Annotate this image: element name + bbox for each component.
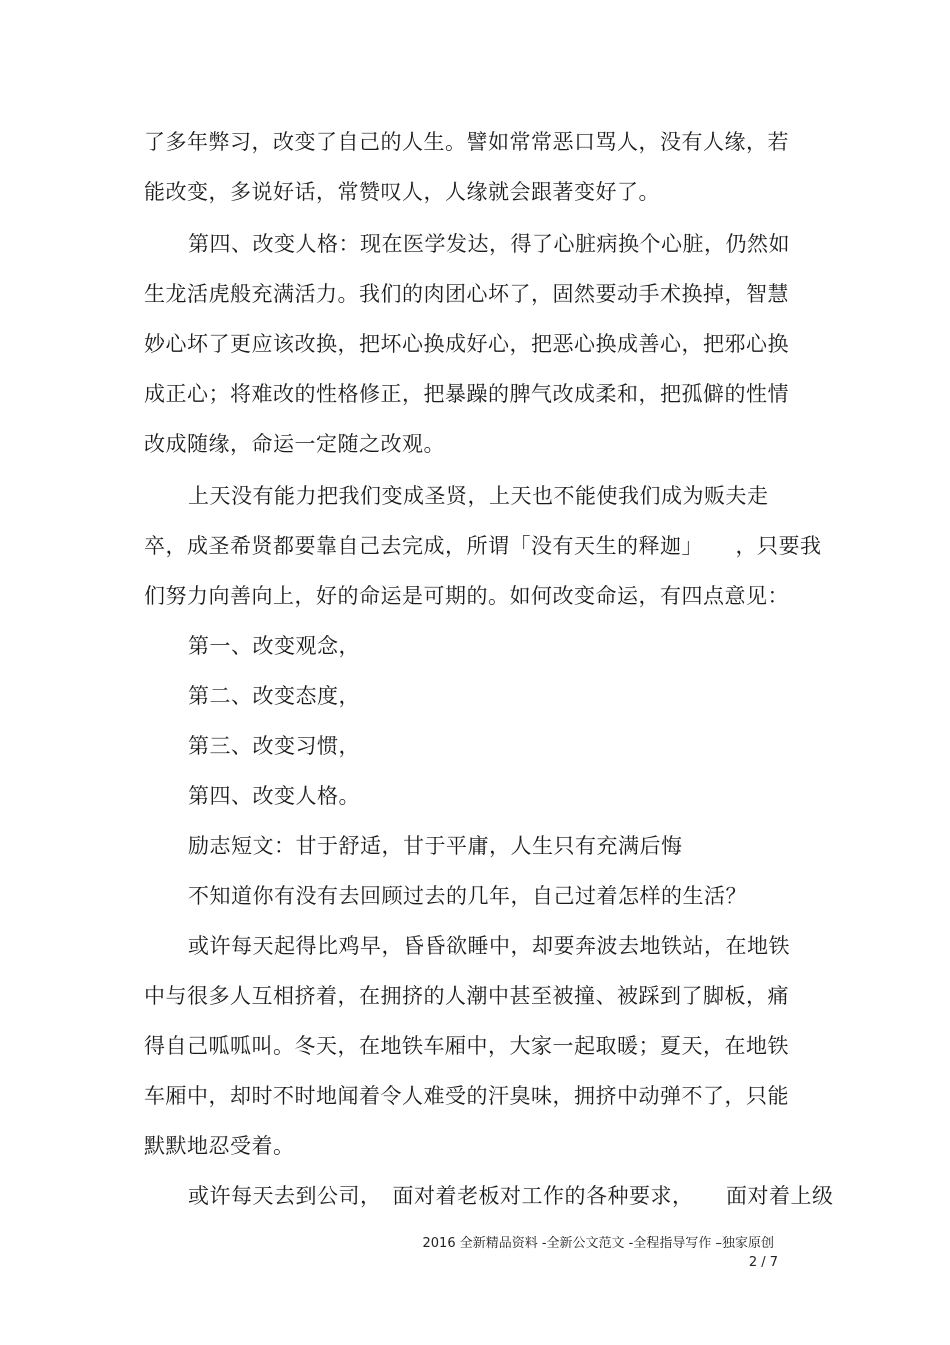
body-line: 第四、改变人格：现在医学发达，得了心脏病换个心脏，仍然如 (188, 232, 790, 256)
body-line: 了多年弊习，改变了自己的人生。譬如常常恶口骂人，没有人缘，若 (144, 130, 789, 154)
body-line: 卒，成圣希贤都要靠自己去完成，所谓「没有天生的释迦」 ，只要我 (144, 534, 822, 558)
footer-text: 2016 全新精品资料 -全新公文范文 -全程指导写作 –独家原创 (422, 1236, 774, 1251)
body-line: 上天没有能力把我们变成圣贤，上天也不能使我们成为贩夫走 (188, 484, 769, 508)
body-line: 们努力向善向上，好的命运是可期的。如何改变命运，有四点意见： (144, 584, 789, 608)
body-line: 不知道你有没有去回顾过去的几年，自己过着怎样的生活？ (188, 884, 747, 908)
body-line: 得自己呱呱叫。冬天，在地铁车厢中，大家一起取暖；夏天，在地铁 (144, 1034, 789, 1058)
body-line: 妙心坏了更应该改换，把坏心换成好心，把恶心换成善心，把邪心换 (144, 332, 789, 356)
body-line: 改成随缘，命运一定随之改观。 (144, 432, 445, 456)
body-line: 中与很多人互相挤着，在拥挤的人潮中甚至被撞、被踩到了脚板，痛 (144, 984, 789, 1008)
body-line: 第一、改变观念， (188, 634, 360, 658)
body-line: 车厢中，却时不时地闻着令人难受的汗臭味，拥挤中动弹不了，只能 (144, 1084, 789, 1108)
body-line: 成正心；将难改的性格修正，把暴躁的脾气改成柔和，把孤僻的性情 (144, 382, 789, 406)
body-line: 生龙活虎般充满活力。我们的肉团心坏了，固然要动手术换掉，智慧 (144, 282, 789, 306)
body-line: 第二、改变态度， (188, 684, 360, 708)
page-number: 2 / 7 (748, 1255, 778, 1270)
body-line: 能改变，多说好话，常赞叹人，人缘就会跟著变好了。 (144, 180, 660, 204)
body-line: 或许每天起得比鸡早，昏昏欲睡中，却要奔波去地铁站，在地铁 (188, 934, 790, 958)
body-line: 默默地忍受着。 (144, 1134, 295, 1158)
body-line: 或许每天去到公司， 面对着老板对工作的各种要求， 面对着上级 (188, 1184, 834, 1208)
body-line: 第四、改变人格。 (188, 784, 360, 808)
body-line: 励志短文：甘于舒适，甘于平庸，人生只有充满后悔 (188, 834, 683, 858)
body-line: 第三、改变习惯， (188, 734, 360, 758)
